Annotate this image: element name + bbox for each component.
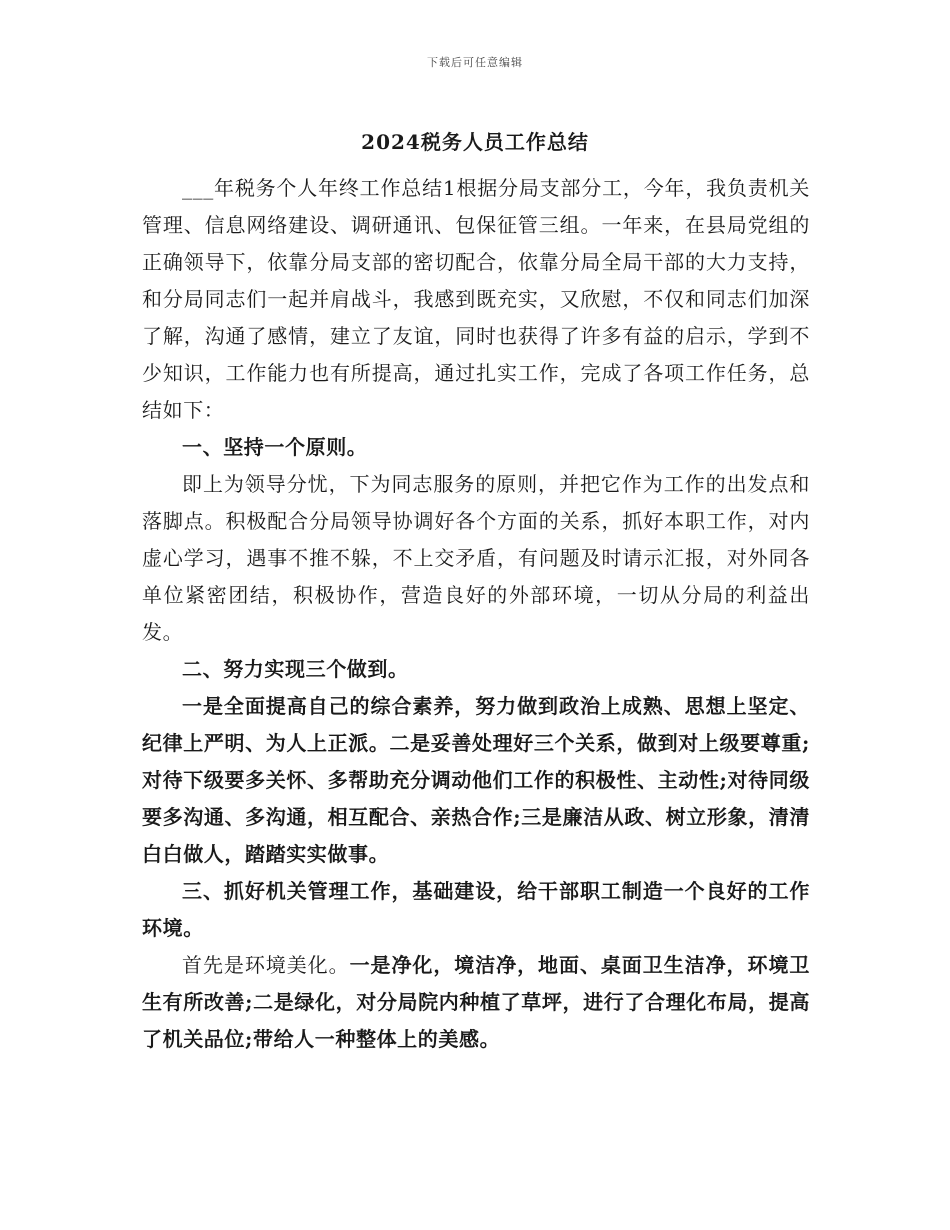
section-heading-3: 三、抓好机关管理工作，基础建设，给干部职工制造一个良好的工作环境。 <box>142 879 810 940</box>
section-heading-1: 一、坚持一个原则。 <box>182 435 368 459</box>
section-3-paragraph <box>142 947 810 1058</box>
section-1-paragraph: 即上为领导分忧，下为同志服务的原则，并把它作为工作的出发点和落脚点。积极配合分局领导协调好各个方面的关系，抓好本职工作，对内虚心学习，遇事不推不躲，不上交矛盾，有问题及时请示汇报，对外同各单位紧密团结，积极协作，营造良好的外部环境，一切从分局的利益出发。 <box>142 472 810 644</box>
section-3-lead: 首先是环境美化。 <box>182 953 350 977</box>
section-3-rest: 一是净化，境洁净，地面、桌面卫生洁净，环境卫生有所改善;二是绿化，对分局院内种植了草坪，进行了合理化布局，提高了机关品位;带给人一种整体上的美感。 <box>142 953 810 1051</box>
page-header-note: 下载后可任意编辑 <box>427 56 523 69</box>
intro-paragraph: ___年税务个人年终工作总结1根据分局支部分工，今年，我负责机关管理、信息网络建设、调研通讯、包保征管三组。一年来，在县局党组的正确领导下，依靠分局支部的密切配合，依靠分局全局干部的大力支持，和分局同志们一起并肩战斗，我感到既充实，又欣慰，不仅和同志们加深了解，沟通了感情，建立了友谊，同时也获得了许多有益的启示，学到不少知识，工作能力也有所提高，通过扎实工作，完成了各项工作任务，总结如下： <box>142 176 810 422</box>
document-body <box>142 170 810 1058</box>
section-heading-2: 二、努力实现三个做到。 <box>182 657 409 681</box>
section-2-paragraph: 一是全面提高自己的综合素养，努力做到政治上成熟、思想上坚定、纪律上严明、为人上正派。二是妥善处理好三个关系，做到对上级要尊重;对待下级要多关怀、多帮助充分调动他们工作的积极性、主动性;对待同级要多沟通、多沟通，相互配合、亲热合作;三是廉洁从政、树立形象，清清白白做人，踏踏实实做事。 <box>142 694 810 866</box>
document-title: 2024税务人员工作总结 <box>361 130 589 154</box>
